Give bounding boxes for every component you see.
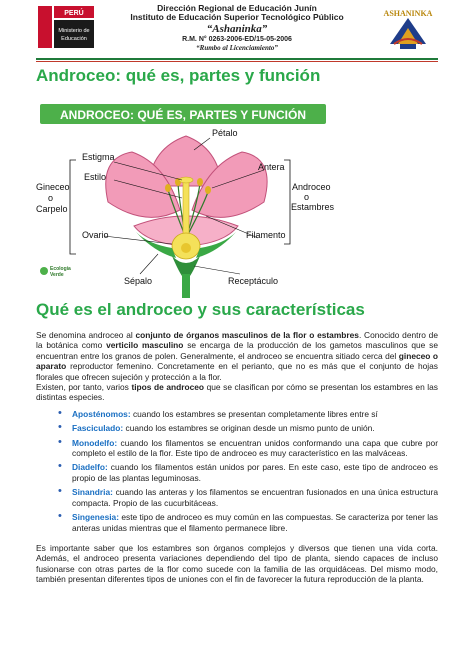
pistil-style	[183, 180, 189, 236]
list-item: • Fasciculado: cuando los estambres se originan desde un mismo punto de unión.	[66, 423, 438, 433]
paragraph-types-intro: Existen, por tanto, varios tipos de androceo que se clasifican por cómo se presentan los estambres en las distintas especies.	[36, 382, 438, 403]
androceo-diagram	[36, 98, 336, 298]
androceo-types-list	[36, 409, 438, 533]
article-body	[36, 330, 438, 585]
label-ovario: Ovario	[82, 230, 109, 240]
header-line-1: Dirección Regional de Educación Junín	[157, 3, 317, 13]
ecologia-verde-icon	[40, 267, 48, 275]
list-item: • Aposténomos: cuando los estambres se presentan completamente libres entre sí	[66, 409, 438, 419]
label-antera: Antera	[258, 162, 285, 172]
diagram-banner-text: ANDROCEO: QUÉ ES, PARTES Y FUNCIÓN	[59, 108, 307, 122]
label-sepalo: Sépalo	[124, 276, 153, 286]
brand-verde: Verde	[50, 272, 64, 278]
list-item: • Diadelfo: cuando los filamentos están unidos por pares. En este caso, este tipo de androceo es propio de las plantas leguminosas.	[66, 462, 438, 483]
svg-text:Educación: Educación	[61, 36, 87, 42]
label-estigma: Estigma	[82, 152, 115, 162]
header-divider-accent	[36, 61, 438, 62]
section-title: Qué es el androceo y sus características	[36, 300, 365, 319]
ashaninka-institute-logo	[368, 4, 448, 52]
ministerio-educacion-logo	[36, 4, 96, 50]
header-line-3: “Ashaninka”	[206, 23, 268, 35]
label-gineceo: Gineceo	[36, 182, 70, 192]
page-header	[0, 0, 474, 56]
paragraph-intro: Se denomina androceo al conjunto de órganos masculinos de la flor o estambres. Conocido dentro de la botánica como verticilo masculino se encarga de la producción de los gametos masculinos que se encuentran entre los granos de polen. Generalmente, el androceo se encuentra sitiado cerca del gineceo o aparato reproductor femenino. Concretamente en el perianto, que no es más que el conjunto de hojas florales que ofrecen sujeción y protección a la flor.	[36, 330, 438, 382]
header-text-block	[100, 4, 374, 52]
label-androceo-o: o	[304, 192, 310, 202]
paragraph-closing: Es importante saber que los estambres son órganos complejos y diversos que tienen una vida corta. Además, el androceo presenta variaciones dependiendo del tipo de planta, siendo capaces de incluso fusionarse con otras partes de la flor como sucede con la familia de las orquidáceas. Del mismo modo, también presentan diferentes tipos de uniones con el fin de favorecer la futura reproducción de la planta.	[36, 542, 438, 585]
list-item: • Singenesia: este tipo de androceo es muy común en las compuestas. Se caracteriza por tener las anteras unidas mientras que el filamento permanece libre.	[66, 512, 438, 533]
stem	[182, 274, 190, 298]
header-divider	[36, 58, 438, 60]
label-estilo: Estilo	[84, 172, 107, 182]
label-estambres: Estambres	[291, 202, 335, 212]
header-line-4: R.M. N° 0263-2006-ED/15-05-2006	[182, 36, 292, 43]
label-receptaculo: Receptáculo	[228, 276, 279, 286]
label-petalo: Pétalo	[212, 128, 238, 138]
logo-peru-text: PERÚ	[64, 10, 84, 17]
label-androceo: Androceo	[292, 182, 331, 192]
gineceo-bracket	[70, 160, 76, 254]
header-line-5: “Rumbo al Licenciamiento”	[196, 44, 278, 52]
label-filamento: Filamento	[246, 230, 286, 240]
header-line-2: Instituto de Educación Superior Tecnológico Público	[130, 12, 344, 22]
list-item: • Monodelfo: cuando los filamentos se encuentran unidos conformando una capa que cubre por completo el estilo de la flor. Este tipo de androceo es muy característico en las malváceas.	[66, 438, 438, 459]
svg-text:Ministerio de: Ministerio de	[58, 28, 90, 34]
label-carpelo: Carpelo	[36, 204, 68, 214]
page-title: Androceo: qué es, partes y función	[36, 66, 321, 85]
brand-ecologia: Ecología	[50, 266, 71, 272]
label-gineceo-o: o	[48, 193, 54, 203]
logo-ashaninka-text: ASHANINKA	[383, 9, 433, 18]
list-item: • Sinandria: cuando las anteras y los filamentos se encuentran fusionados en una única estructura compacta. Propio de las cucurbitáceas.	[66, 487, 438, 508]
